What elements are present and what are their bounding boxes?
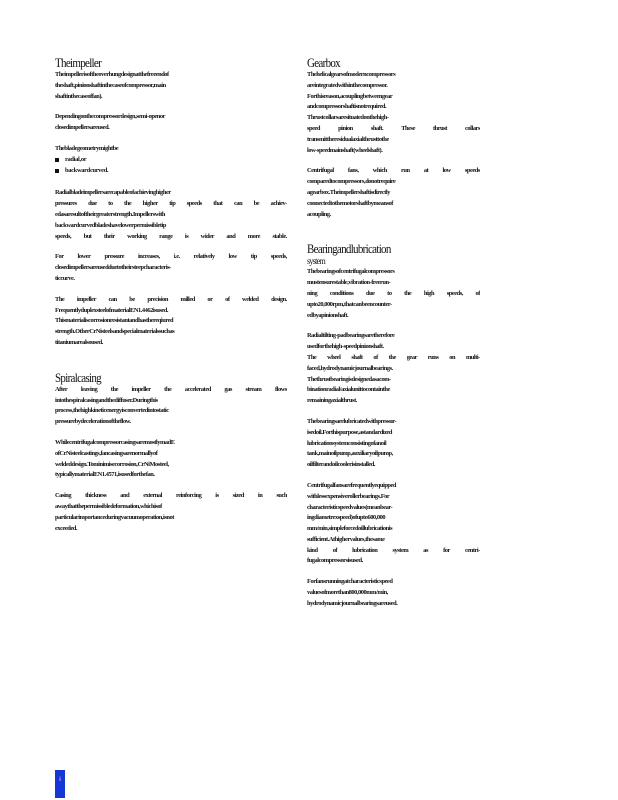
text-line: closedimpellersareusedduetotheirsteepcharacteris- <box>55 264 171 272</box>
text-line: isedoil.Forthispurpose,astandardized <box>307 428 392 436</box>
text-line: characteristicspeedvalues(meanbear- <box>307 503 393 511</box>
text-line: pressurebydecelerationoftheflow. <box>55 418 131 426</box>
text-line: areintegratedwithinthecompressor. <box>307 81 388 89</box>
text-line: acoupling. <box>307 210 331 218</box>
text-line: intothespiralcasingandthediffuser.Duringthis <box>55 396 158 404</box>
spacer <box>55 359 287 373</box>
section-title-spiral-casing: Spiralcasing <box>55 371 101 386</box>
text-line: Forthisreason,acouplingbetweengear <box>307 92 393 100</box>
text-line: speed pinion shaft. These thrust collars <box>307 124 480 132</box>
text-line: agearbox.Theimpellershaftisdirectly <box>307 188 390 196</box>
text-line: WhilecentrifugalcompressorcasingsaremostlymadE <box>55 438 175 446</box>
text-line: comparedtocompressors,donotrequire <box>307 178 396 186</box>
text-line: ticcurve. <box>55 274 75 282</box>
paragraph <box>307 267 480 321</box>
text-line: andcompressorshaftisnotrequired. <box>307 103 387 111</box>
text-line: oilfilterandoilcoolerisinstalled. <box>307 461 376 469</box>
text-line: withlessexpensiverollerbearings.For <box>307 492 390 500</box>
text-line: ning conditions due to the high speeds, of <box>307 289 480 297</box>
text-line: Thethrustbearingisdesignedasacom- <box>307 375 391 383</box>
left-column <box>55 58 287 544</box>
text-line: mustensurestable,vibration-freerun- <box>307 279 391 287</box>
text-line: low-speedmainshaft(wheelshaft). <box>307 146 383 154</box>
text-line: tank,mainoilpump,auxiliaryoilpump, <box>307 450 393 458</box>
paragraph <box>307 481 480 567</box>
paragraph <box>55 70 287 102</box>
paragraph <box>55 188 287 242</box>
text-line: After leaving the impeller the accelerated gas stream flows <box>55 385 287 393</box>
text-line: Thebearingsofcentrifugalcompressors <box>307 268 395 276</box>
text-line: awaythatthepermissibledeformation,whichisof <box>55 502 162 510</box>
text-line: Centrifugalfansarefrequentlyequipped <box>307 481 397 489</box>
text-line: strength.OtherCrNisteelsandspecialmaterialssuchas <box>55 328 175 336</box>
text-line: remainingaxialthrust. <box>307 397 357 405</box>
paragraph <box>55 385 287 428</box>
paragraph <box>55 112 287 134</box>
text-line: The impeller can be precision milled or of welded design. <box>55 295 287 303</box>
text-line: Centrifugal fans, which run at low speeds <box>307 167 480 175</box>
paragraph <box>307 331 480 407</box>
paragraph <box>55 491 287 534</box>
text-line: valuesofmorethan800,000mm/min, <box>307 589 388 597</box>
right-column <box>307 58 480 620</box>
text-line: exceeded. <box>55 524 78 532</box>
text-line: Thebearingsarelubricatedwithpressur- <box>307 417 397 425</box>
text-line: Theimpellerisoftheoverhungdesignatthefreeendof <box>55 71 169 78</box>
paragraph <box>307 70 480 156</box>
section-title-bearing: Bearingandlubrication <box>307 243 391 258</box>
text-line: Forfansrunningatcharacteristicspeed <box>307 578 393 586</box>
text-line: mm/min,simpleforcedoillubricationis <box>307 525 393 533</box>
text-line: fugalcompressorsisused. <box>307 557 363 565</box>
text-line: particularimportanceduringvacuumoperation,isnot <box>55 513 174 521</box>
text-line: edbyapinionshaft. <box>307 311 349 319</box>
bullet-square-icon <box>55 169 59 173</box>
blade-geometry-list <box>55 155 287 177</box>
paragraph <box>55 438 287 481</box>
text-line: Radialtilting-padbearingsaretherefore <box>307 332 395 340</box>
text-line: sufficient.Athighervalues,thesame <box>307 535 385 543</box>
text-line: transmittheresidualaxialthrusttothe <box>307 135 389 143</box>
text-line: process,thehighkineticenergyisconvertedintostatic <box>55 407 169 415</box>
paragraph <box>307 577 480 609</box>
text-line: ingdiametrexspeed)ofupto600,000 <box>307 514 386 522</box>
text-line: lubricationsystemconsistingofanoil <box>307 439 387 447</box>
bullet-square-icon <box>55 158 59 162</box>
section-title-gearbox: Gearbox <box>307 56 340 71</box>
text-line: The wheel shaft of the gear runs on multi- <box>307 353 480 361</box>
paragraph <box>55 252 287 284</box>
text-line: Dependingonthecompressordesign,semi-openor <box>55 113 166 121</box>
paragraph <box>55 295 287 349</box>
text-line: speeds, but their working range is wider and more stable. <box>55 232 287 240</box>
text-line: closedimpellersareused. <box>55 124 110 132</box>
paragraph <box>307 166 480 220</box>
text-line: Thehelicalgearsofmoderncompressors <box>307 71 396 78</box>
text-line: edasaresultoftheirgreaterstrength.Impellerswith <box>55 210 166 218</box>
text-line: kind of lubrication system as for centri- <box>307 546 480 554</box>
section-subtitle-bearing: system <box>307 256 326 267</box>
page-number-badge <box>55 770 65 798</box>
text-line: connectedtothemotorshaftbymeansof <box>307 199 393 207</box>
text-line: titaniumarealsoused. <box>55 338 103 346</box>
text-line: FrequentlyduplexsteelofmaterialEN1.4462isused. <box>55 306 169 314</box>
paragraph <box>55 144 287 155</box>
text-line: ofCrNisteelcastings,fancasingsarenormallyof <box>55 449 158 457</box>
list-item: radial,or <box>55 155 287 166</box>
text-line: binationradial/axialunittocontainthe <box>307 386 390 394</box>
text-line: hydrodynamicjournalbearingsareused. <box>307 599 398 607</box>
section-title-impeller: Theimpeller <box>55 56 102 71</box>
text-line: For lower pressure increases, i.e. relatively low tip speeds, <box>55 253 287 261</box>
text-line: backwardcurvedbladeshavelowerpermissibletip <box>55 221 166 229</box>
text-line: theshaft,pinionshaftinthecaseofcompressor,main <box>55 81 166 89</box>
text-line: faced,hydrodynamicjournalbearings. <box>307 364 393 372</box>
page-number: i <box>59 777 61 783</box>
text-line: Thebladegeometrymightbe <box>55 144 119 152</box>
text-line: Thismaterialiscorrosionresistantandhasthereqiured <box>55 317 174 325</box>
list-item: backwardcurved. <box>55 166 287 177</box>
text-line: typicallymaterialEN1.4571,isusedforthefan. <box>55 471 155 479</box>
text-line: pressures due to the higher tip speeds that can be achiev- <box>55 200 287 208</box>
text-line: usedforthehigh-speedpinionshaft. <box>307 343 384 351</box>
paragraph <box>307 417 480 471</box>
text-line: weldeddesign.Tominimisecorrosion,CrNiMosteel, <box>55 460 169 468</box>
text-line: Casing thickness and external reinforcing is sized in such <box>55 492 287 500</box>
text-line: shaftinthecaseoffan). <box>55 92 103 100</box>
text-line: upto20,000rpm,thatcanbeencounter- <box>307 300 392 308</box>
text-line: Thrustcollarsaresituatedonthehigh- <box>307 114 389 122</box>
text-line: Radialbladeimpellersarecapableofachievinghigher <box>55 189 171 197</box>
